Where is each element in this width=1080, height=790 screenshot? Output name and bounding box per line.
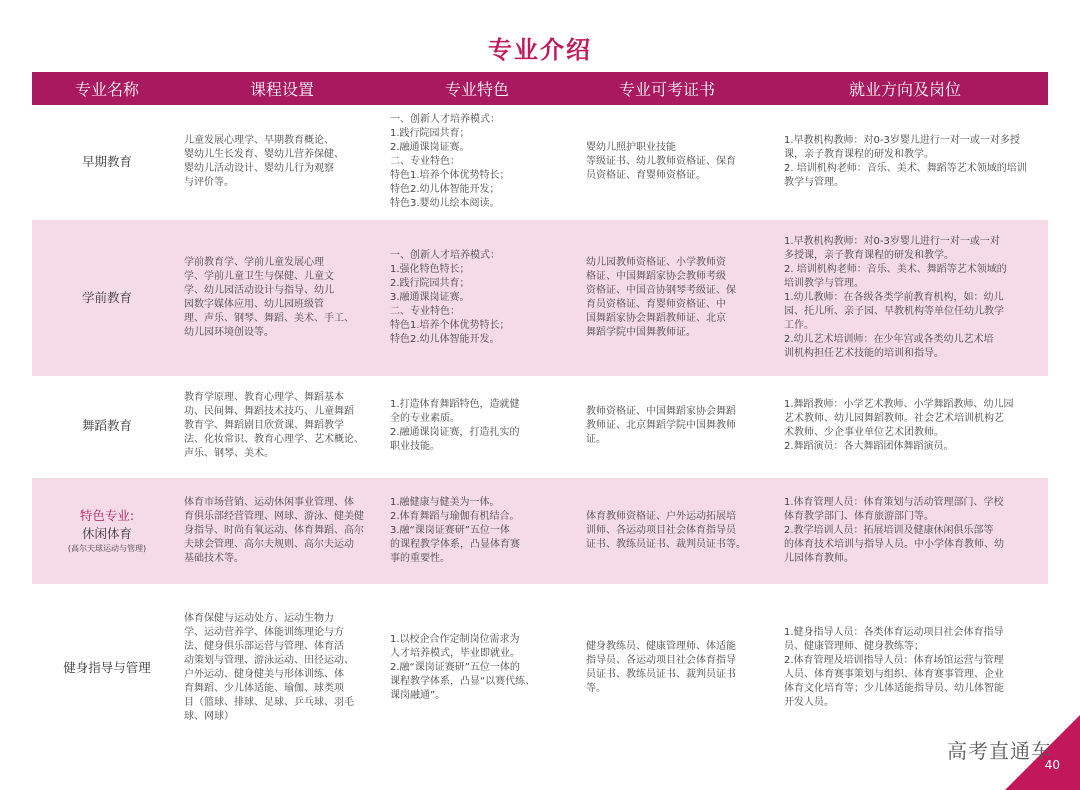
courses-cell: 学前教育学、学前儿童发展心理 学、学前儿童卫生与保健、儿童文 学、幼儿园活动设计与指导、幼儿 园数字媒体应用、幼儿园班级管 理、声乐、钢琴、舞蹈、美术、手工、 幼儿园环境创设等。: [184, 257, 354, 338]
jobs-cell: 1.舞蹈教师：小学艺术教师、小学舞蹈教师、幼儿园 艺术教师、幼儿园舞蹈教师。社会艺术培训机构艺 术教师、少企事业单位艺术团教师。 2.舞蹈演员：各大舞蹈团体舞蹈演员。: [784, 399, 1014, 452]
certificates-cell: 幼儿园教师资格证、小学教师资 格证、中国舞蹈家协会教师考级 资格证、中国音协钢琴考级证、保 育员资格证、育婴师资格证、中 国舞蹈家协会舞蹈教师证、北京 舞蹈学院中国舞教师证。: [586, 257, 736, 338]
header-jobs: 就业方向及岗位: [848, 80, 961, 99]
jobs-cell: 1.体育管理人员：体育策划与活动管理部门、学校 体育教学部门、体育旅游部门等。 2.教学培训人员：拓展培训及健康休闲俱乐部等 的体育技术培训与指导人员。中小学体育教师、幼 儿园体育教师。: [784, 497, 1004, 564]
features-cell: 一、创新人才培养模式： 1.强化特色特长； 2.践行院园共育； 3.融通课岗证赛。 二、专业特色： 特色1.培养个体优势特长； 特色2.幼儿体智能开发。: [390, 250, 510, 345]
major-name: 学前教育: [81, 290, 132, 305]
watermark: 高考直通车: [947, 739, 1052, 763]
page-number: 40: [1044, 758, 1060, 772]
table-header: [32, 72, 1048, 105]
courses-cell: 教育学原理、教育心理学、舞蹈基本 功、民间舞、舞蹈技术技巧、儿童舞蹈 教育学、舞蹈剧目欣赏课、舞蹈教学 法、化妆常识、教育心理学、艺术概论、 声乐、钢琴、美术。: [184, 392, 364, 459]
features-cell: 1.以校企合作定制岗位需求为 人才培养模式，毕业即就业。 2.融“课岗证赛研”五位一体的 课程教学体系，凸显“以赛代练、 课岗融通”。: [390, 634, 536, 701]
table-row: [32, 106, 1048, 218]
major-name-cell: [32, 478, 182, 584]
jobs-cell: 1.健身指导人员：各类体育运动项目社会体育指导 员、健康管理师、健身教练等； 2.体育管理及培训指导人员：体育场馆运营与管理 人员、体育赛事策划与组织、体育赛事管理、企业 体育文化培育等；少儿体适能指导员、幼儿体智能 开发人员。: [784, 627, 1004, 708]
jobs-cell: 1.早教机构教师：对0-3岁婴儿进行一对一或一对多授 课，亲子教育课程的研发和教学。 2. 培训机构老师：音乐、美术、舞蹈等艺术领域的培训 教学与管理。: [784, 135, 1027, 188]
major-name: 健身指导与管理: [63, 660, 151, 675]
table-row: [32, 594, 1048, 742]
table-row: [32, 220, 1048, 376]
features-cell: 1.打造体育舞蹈特色，造就健 全的专业素质。 2.融通课岗证赛，打造扎实的 职业技能。: [390, 399, 520, 452]
features-cell: 1.融健康与健美为一体。 2.体育舞蹈与瑜伽有机结合。 3.融“课岗证赛研”五位一体 的课程教学体系，凸显体育赛 事的重要性。: [390, 497, 520, 564]
certificates-cell: 体育教师资格证、户外运动拓展培 训师、各运动项目社会体育指导员 证书、教练员证书、裁判员证书等。: [586, 511, 746, 550]
header-features: 专业特色: [444, 80, 509, 99]
special-major-label: 特色专业:: [79, 508, 135, 523]
major-name: 舞蹈教育: [81, 418, 132, 433]
courses-cell: 儿童发展心理学、早期教育概论、 婴幼儿生长发育、婴幼儿营养保健、 婴幼儿活动设计、婴幼儿行为观察 与评价等。: [184, 135, 344, 188]
jobs-cell: 1.早教机构教师：对0-3岁婴儿进行一对一或一对 多授课，亲子教育课程的研发和教学。 2. 培训机构老师：音乐、美术、舞蹈等艺术领域的 培训教学与管理。 1.幼儿教师：在各级各类学前教育机构，如：幼儿 园、托儿所、亲子园、早教机构等单位任幼儿教学 工作。 2.幼儿艺术培训师：在少年宫或各类幼儿艺术培 训机构担任艺术技能的培训和指导。: [784, 236, 1007, 359]
table-row: [32, 478, 1048, 584]
courses-cell: 体育保健与运动处方、运动生物力 学、运动营养学、体能训练理论与方 法、健身俱乐部运营与管理、体育活 动策划与管理、游泳运动、田径运动、 户外运动、健身健美与形体训练、体 育舞蹈、少儿体适能、瑜伽、球类项 目（篮球、排球、足球、乒乓球、羽毛 球、网球）: [184, 613, 354, 722]
header-courses: 课程设置: [249, 80, 314, 99]
header-major-name: 专业名称: [74, 80, 139, 99]
major-name: 休闲体育: [81, 526, 132, 541]
features-cell: 一、创新人才培养模式： 1.践行院园共育； 2.融通课岗证赛。 二、专业特色： 特色1.培养个体优势特长； 特色2.幼儿体智能开发； 特色3.婴幼儿绘本阅读。: [390, 114, 510, 209]
certificates-cell: 教师资格证、中国舞蹈家协会舞蹈 教师证、北京舞蹈学院中国舞教师 证。: [586, 406, 736, 445]
major-subtitle: (高尔夫球运动与管理): [67, 544, 147, 553]
courses-cell: 体育市场营销、运动休闲事业管理、体 育俱乐部经营管理、网球、游泳、健美健 身指导、时尚有氧运动、体育舞蹈、高尔 夫球会管理、高尔夫规则、高尔夫运动 基础技术等。: [184, 497, 364, 564]
page-title: 专业介绍: [488, 36, 592, 64]
certificates-cell: 婴幼儿照护职业技能 等级证书、幼儿教师资格证、保育 员资格证、育婴师资格证。: [586, 142, 736, 181]
table-row: [32, 378, 1048, 474]
certificates-cell: 健身教练员、健康管理师、体适能 指导员、各运动项目社会体育指导 员证书、教练员证书、裁判员证书 等。: [586, 641, 736, 694]
major-name: 早期教育: [81, 154, 132, 169]
header-certificates: 专业可考证书: [618, 80, 715, 99]
